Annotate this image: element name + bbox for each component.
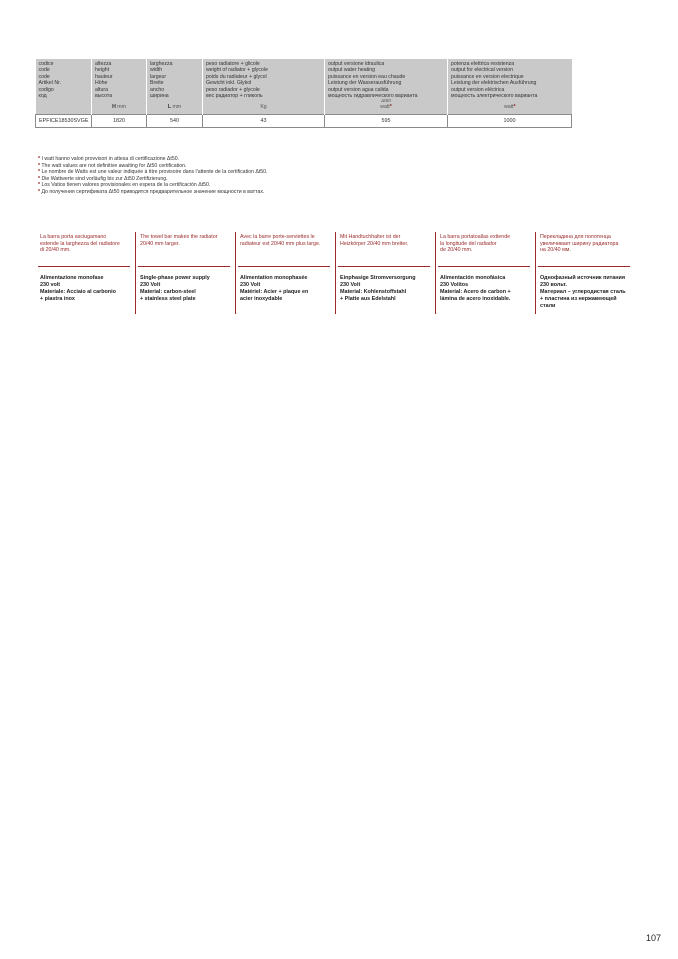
footnote: * До получения сертификата Δt50 приводится предварительное значение мощности в ваттах. bbox=[38, 188, 265, 195]
footnote: * I watt hanno valori provvisori in attesa di certificazione Δt50. bbox=[38, 156, 180, 162]
power-spec: Single-phase power supply 230 Volt Material: carbon-steel + stainless steel plate bbox=[140, 275, 210, 302]
unit-code bbox=[36, 99, 92, 114]
divider bbox=[38, 266, 130, 267]
header-height: altezza height hauteur Höhe altura высота bbox=[92, 59, 147, 99]
header-weight: peso radiatore + glicole weight of radiator + glycole poids du radiateur + glycol Gewicht inkl. Glykol peso radiador + glycole вес радиатор + гликоль bbox=[203, 59, 325, 99]
spec-table bbox=[35, 59, 572, 128]
divider bbox=[138, 266, 230, 267]
unit-output-water: Δt50 watt* bbox=[325, 99, 448, 114]
divider bbox=[338, 266, 430, 267]
header-units-row bbox=[36, 99, 572, 114]
info-column-fr bbox=[238, 232, 332, 320]
info-column-it bbox=[38, 232, 132, 320]
towel-bar-note: Avec la barre porte-serviettes le radiateur est 20/40 mm plus large. bbox=[240, 234, 321, 247]
cell-height: 1820 bbox=[92, 114, 147, 127]
column-divider bbox=[135, 232, 136, 314]
language-info-grid bbox=[38, 232, 634, 322]
cell-code: EPFICE18530SVGE bbox=[36, 114, 92, 127]
unit-weight: Kg bbox=[203, 99, 325, 114]
page-number: 107 bbox=[645, 933, 661, 943]
info-column-de bbox=[338, 232, 432, 320]
cell-output-electric: 1000 bbox=[448, 114, 572, 127]
towel-bar-note: La barra portatoallas extiende la longitude del radiador de 20/40 mm. bbox=[440, 234, 511, 254]
power-spec: Однофазный источник питания 230 вольт. Материал – углеродистая сталь + пластина из нержавеющей стали bbox=[540, 275, 626, 309]
power-spec: Einphasige Stromversorgung 230 Volt Material: Kohlenstoffstahl + Platte aus Edelstahl bbox=[340, 275, 416, 302]
power-spec: Alimentazione monofase 230 volt Materiale: Acciaio al carbonio + piastra inox bbox=[40, 275, 116, 302]
column-divider bbox=[435, 232, 436, 314]
unit-output-electric: watt* bbox=[448, 99, 572, 114]
info-column-ru bbox=[538, 232, 632, 320]
cell-weight: 43 bbox=[203, 114, 325, 127]
header-labels-row bbox=[36, 59, 572, 99]
cell-output-water: 595 bbox=[325, 114, 448, 127]
divider bbox=[238, 266, 330, 267]
footnote: * Die Wattwerte sind vorläufig bis zur Δt50 Zertifizierung. bbox=[38, 175, 168, 182]
info-column-es bbox=[438, 232, 532, 320]
divider bbox=[538, 266, 630, 267]
cell-width: 540 bbox=[147, 114, 203, 127]
power-spec: Alimentación monofásica 230 Volitos Material: Acero de carbon + lámina de acero inoxidable. bbox=[440, 275, 511, 302]
footnote: * Los Vatios tienen valores provisionales en espera de la certificación Δt50. bbox=[38, 182, 211, 188]
towel-bar-note: The towel bar makes the radiator 20/40 mm larger. bbox=[140, 234, 218, 247]
unit-width: L mm bbox=[147, 99, 203, 114]
power-spec: Alimentation monophasée 230 Volt Matériel: Acier + plaque en acier inoxydable bbox=[240, 275, 309, 302]
divider bbox=[438, 266, 530, 267]
column-divider bbox=[535, 232, 536, 314]
column-divider bbox=[235, 232, 236, 314]
footnotes bbox=[38, 156, 268, 195]
footnote: * Le nombre de Watts est une valeur indiquée à titre provisoire dans l'attente de la certification Δt50. bbox=[38, 169, 268, 175]
footnote: * The watt values are not definitive awaiting for Δt50 certification. bbox=[38, 162, 187, 169]
header-output-electric: potenza elettrica resistenza output for electrical version puissance en version electrique Leistung der elektrischen Ausführung output version eléctrica мощность электрического варианта bbox=[448, 59, 572, 99]
towel-bar-note: La barra porta asciugamano estende la larghezza del radiatore di 20/40 mm. bbox=[40, 234, 120, 254]
header-output-water: output versione idraulica output water heating puissance en version eau chaude Leistung der Wasserausführung output version agua calida мощность гидравлического варианта bbox=[325, 59, 448, 99]
towel-bar-note: Перекладина для полотенца увеличивает ширину радиатора на 20/40 мм. bbox=[540, 234, 619, 254]
info-column-en bbox=[138, 232, 232, 320]
column-divider bbox=[335, 232, 336, 314]
unit-height: H mm bbox=[92, 99, 147, 114]
header-code: codice code code Artikel Nr. codigo код bbox=[36, 59, 92, 99]
towel-bar-note: Mit Handtuchhalter ist der Heizkörper 20/40 mm breiter. bbox=[340, 234, 409, 247]
header-width: larghezza width largeur Breite ancho ширина bbox=[147, 59, 203, 99]
table-row bbox=[36, 114, 572, 127]
